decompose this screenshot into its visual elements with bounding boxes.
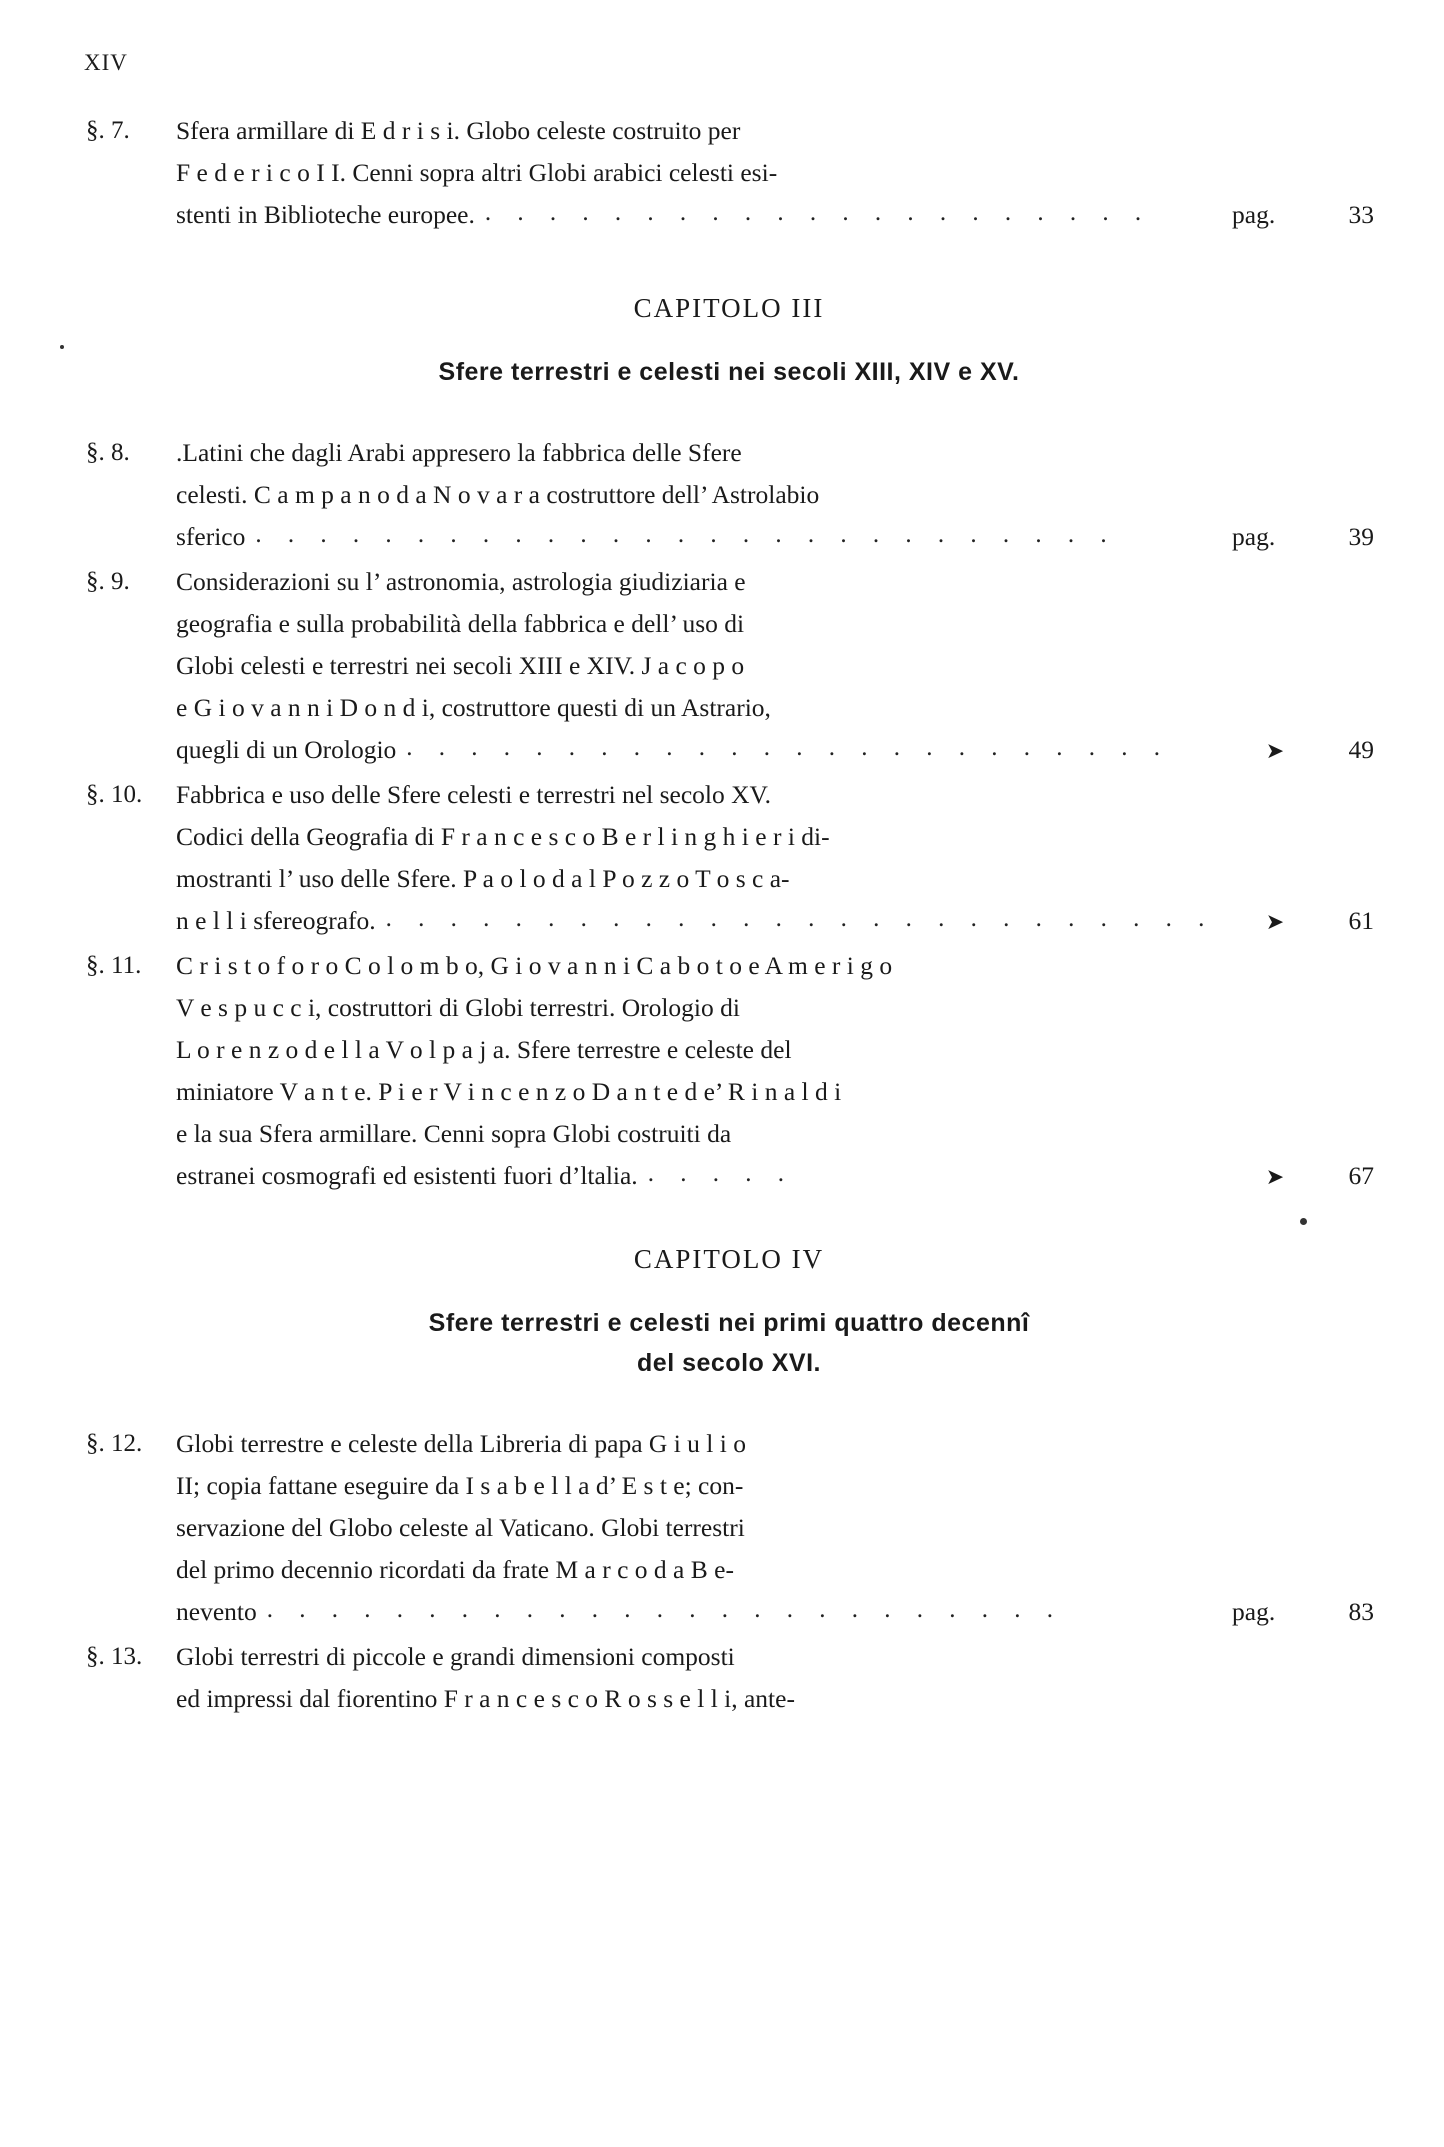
toc-line-text: Considerazioni su l’ astronomia, astrologia giudiziaria e [176,567,746,596]
leader-dots: . . . . . . . . . . . . . . . . . . . . . . . . . . . [255,521,1117,548]
toc-line-text: geografia e sulla probabilità della fabbrica e dell’ uso di [176,609,745,638]
ditto-arrow-icon: ➤ [1265,909,1285,934]
toc-entry-section: §. 8. [86,439,130,466]
toc-line-text: Sfera armillare di E d r i s i. Globo celeste costruito per [176,116,741,145]
toc-line-text: miniatore V a n t e. P i e r V i n c e n z o D a n t e d e’ R i n a l d i [176,1077,842,1106]
stray-ink-dot-left [60,345,64,349]
toc-line [176,1029,1374,1071]
toc-line-text: e G i o v a n n i D o n d i, costruttore questi di un Astrario, [176,693,771,722]
toc-line [176,1155,1374,1198]
leader-dots: . . . . . . . . . . . . . . . . . . . . . . . . . [266,1596,1063,1623]
toc-line-text: servazione del Globo celeste al Vaticano. Globi terrestri [176,1513,745,1542]
leader-dots: . . . . . . . . . . . . . . . . . . . . . . . . . . [385,905,1215,932]
toc-page-ref [1226,900,1374,943]
toc-line-text: L o r e n z o d e l l a V o l p a j a. Sfere terrestre e celeste del [176,1035,792,1064]
toc-line [176,1549,1374,1591]
toc-line [176,687,1374,729]
toc-entry-body [176,1636,1374,1720]
toc-entry [84,774,1374,943]
leader-dots: . . . . . . . . . . . . . . . . . . . . . . . . [406,734,1171,761]
toc-line-text: Globi terrestre e celeste della Libreria di papa G i u l i o [176,1429,746,1458]
page-label: pag. [1232,1597,1276,1626]
toc-line [176,516,1374,559]
toc-line [176,1071,1374,1113]
toc-line-text: del primo decennio ricordati da frate M a r c o d a B e- [176,1555,734,1584]
toc-line [176,1507,1374,1549]
toc-line-text: stenti in Biblioteche europee. [176,200,475,229]
toc-entry-body [176,945,1374,1198]
toc-line-text: e la sua Sfera armillare. Cenni sopra Globi costruiti da [176,1119,732,1148]
toc-line-text: quegli di un Orologio [176,735,397,764]
page-number: 33 [1348,200,1374,229]
toc-entry-section: §. 7. [86,117,130,144]
toc-line [176,774,1374,816]
toc-entry [84,432,1374,559]
toc-page-ref [1226,1591,1374,1633]
toc-line [176,816,1374,858]
toc-entry-body [176,1423,1374,1634]
page-number: 67 [1348,1161,1374,1190]
toc-line [176,603,1374,645]
table-of-contents [84,110,1374,1722]
toc-line [176,987,1374,1029]
toc-line [176,1591,1374,1634]
toc-line-text: Fabbrica e uso delle Sfere celesti e terrestri nel secolo XV. [176,780,772,809]
page-number: 39 [1348,522,1374,551]
page-number: 61 [1348,906,1374,935]
page-number: 83 [1348,1597,1374,1626]
toc-line [176,432,1374,474]
toc-line-text: II; copia fattane eseguire da I s a b e l l a d’ E s t e; con- [176,1471,744,1500]
toc-entry-body [176,774,1374,943]
leader-dots: . . . . . . . . . . . . . . . . . . . . . [484,199,1152,226]
toc-line-text: V e s p u c c i, costruttori di Globi terrestri. Orologio di [176,993,740,1022]
toc-line-text: celesti. C a m p a n o d a N o v a r a costruttore dell’ Astrolabio [176,480,820,509]
toc-entry [84,110,1374,237]
toc-line [176,645,1374,687]
toc-entry-section: §. 10. [86,781,143,808]
toc-line-text: Globi terrestri di piccole e grandi dimensioni composti [176,1642,735,1671]
toc-line-text: n e l l i sfereografo. [176,906,376,935]
toc-entry-section: §. 9. [86,568,130,595]
toc-page-ref [1226,1155,1374,1198]
toc-page-ref [1226,729,1374,772]
chapter-heading-4: CAPITOLO IV [633,1244,825,1274]
toc-entry-body [176,110,1374,237]
toc-line [176,152,1374,194]
chapter-subtitle-4 [84,1303,1374,1383]
toc-line [176,110,1374,152]
toc-line-text: F e d e r i c o I I. Cenni sopra altri Globi arabici celesti esi- [176,158,778,187]
leader-dots: . . . . . [647,1160,794,1187]
toc-line [176,900,1374,943]
toc-entry-body [176,561,1374,772]
page-folio-number: XIV [84,50,128,75]
toc-line [176,729,1374,772]
toc-line-text: Codici della Geografia di F r a n c e s c o B e r l i n g h i e r i di- [176,822,830,851]
toc-entry [84,1636,1374,1720]
toc-entry [84,561,1374,772]
toc-line [176,1113,1374,1155]
toc-line-text: estranei cosmografi ed esistenti fuori d’ltalia. [176,1161,638,1190]
toc-line-text: sferico [176,522,246,551]
ditto-arrow-icon: ➤ [1265,1164,1285,1189]
toc-line-text: mostranti l’ uso delle Sfere. P a o l o d a l P o z z o T o s c a- [176,864,790,893]
toc-line-text: nevento [176,1597,257,1626]
toc-line [176,1678,1374,1720]
toc-line [176,474,1374,516]
toc-entry-section: §. 11. [86,952,142,979]
toc-entry-section: §. 13. [86,1643,143,1670]
chapter-heading-3: CAPITOLO III [633,293,825,323]
toc-entry [84,1423,1374,1634]
page-label: pag. [1232,200,1276,229]
toc-line [176,561,1374,603]
toc-page-ref [1226,194,1374,236]
toc-line-text: ed impressi dal fiorentino F r a n c e s c o R o s s e l l i, ante- [176,1684,795,1713]
toc-line-text: Globi celesti e terrestri nei secoli XIII e XIV. J a c o p o [176,651,745,680]
chapter-subtitle-3: Sfere terrestri e celesti nei secoli XIII, XIV e XV. [438,358,1020,386]
toc-line-text: C r i s t o f o r o C o l o m b o, G i o v a n n i C a b o t o e A m e r i g o [176,951,893,980]
toc-line [176,1465,1374,1507]
toc-line [176,194,1374,237]
toc-line-text: .Latini che dagli Arabi appresero la fabbrica delle Sfere [176,438,742,467]
ditto-arrow-icon: ➤ [1265,738,1285,763]
toc-entry [84,945,1374,1198]
chapter-subtitle-4-line1: Sfere terrestri e celesti nei primi quattro decennî [428,1309,1030,1337]
toc-page-ref [1226,516,1374,558]
toc-entry-body [176,432,1374,559]
toc-line [176,1423,1374,1465]
toc-entry-section: §. 12. [86,1430,143,1457]
page-number: 49 [1348,735,1374,764]
chapter-subtitle-4-line2: del secolo XVI. [637,1349,821,1377]
toc-line [176,945,1374,987]
toc-line [176,1636,1374,1678]
toc-line [176,858,1374,900]
page-label: pag. [1232,522,1276,551]
